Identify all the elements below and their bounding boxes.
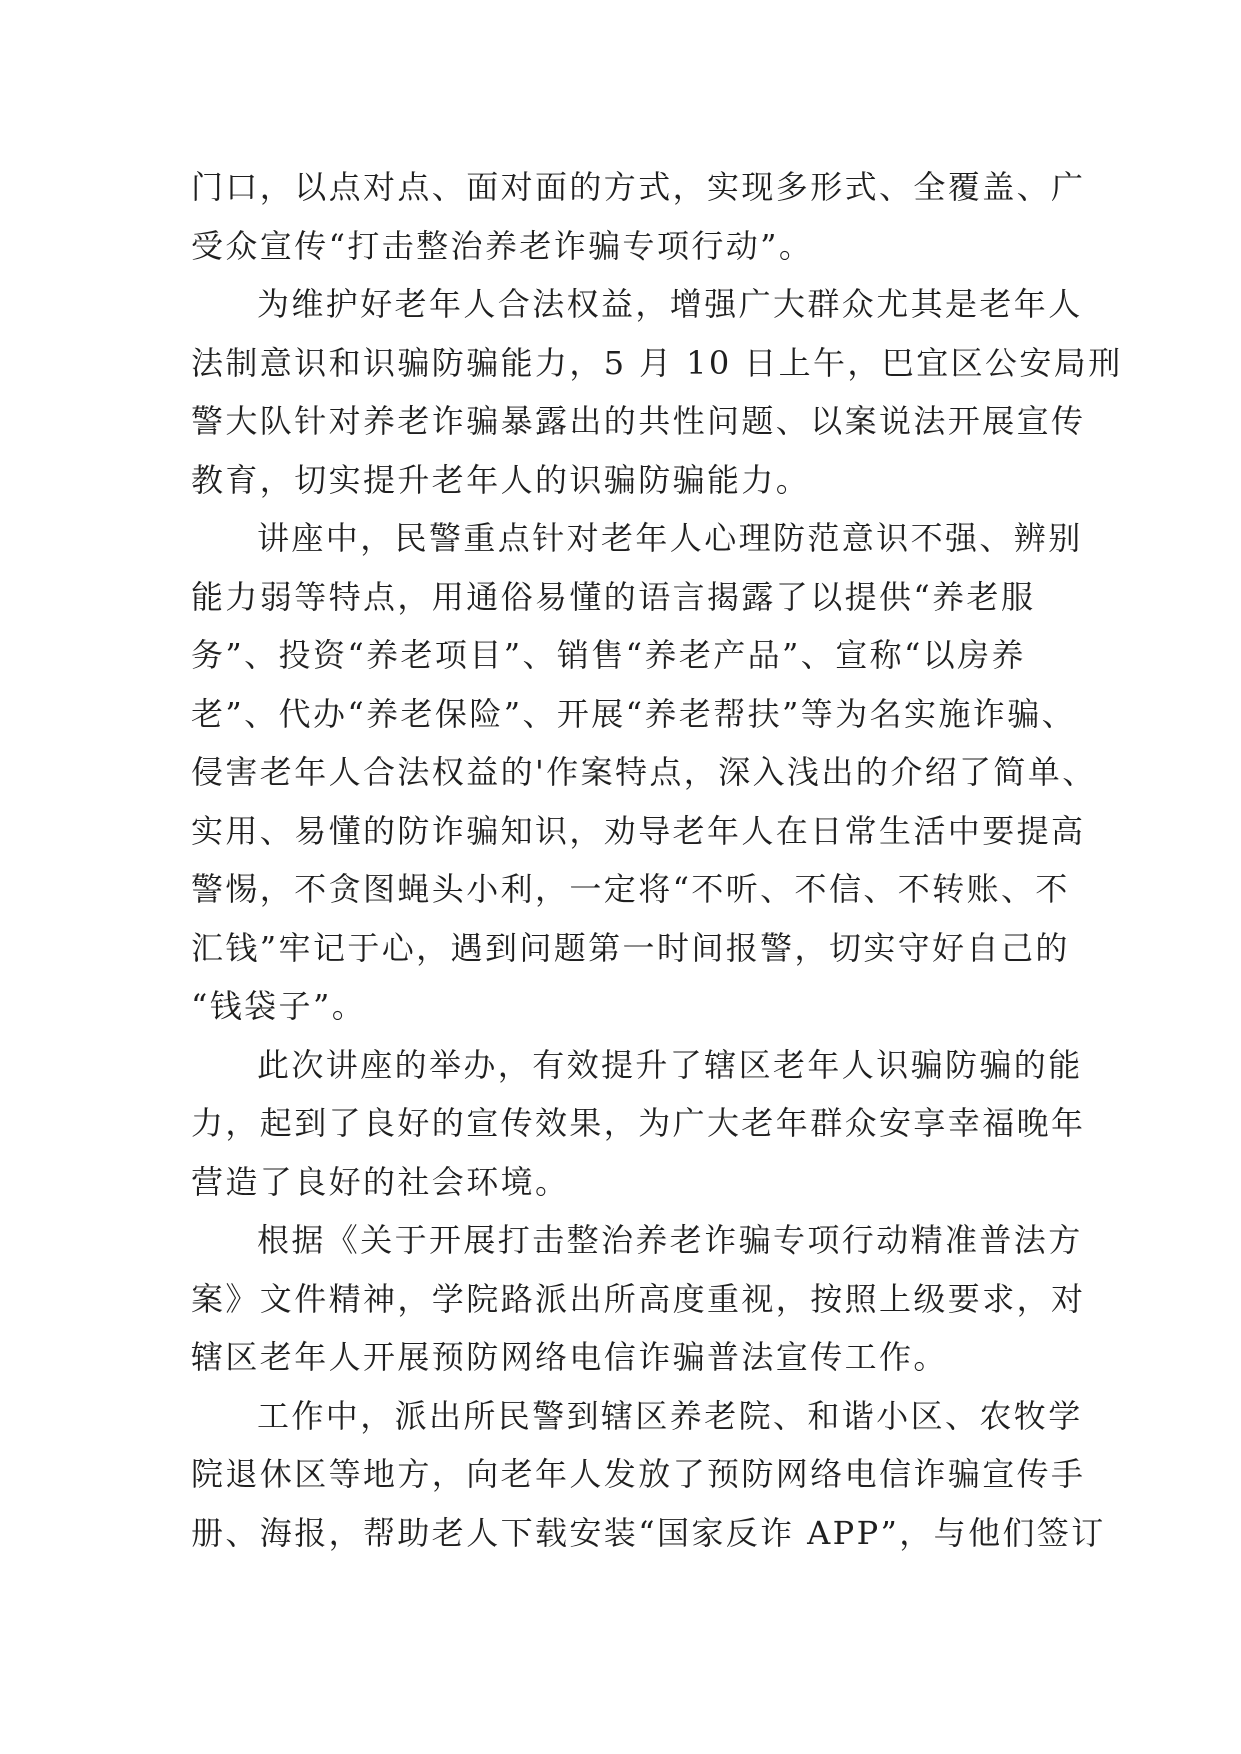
- text-line: 为维护好老年人合法权益，增强广大群众尤其是老年人: [257, 285, 1083, 323]
- text-line: 汇钱”牢记于心，遇到问题第一时间报警，切实守好自己的: [191, 928, 1070, 967]
- text-line: 侵害老年人合法权益的'作案特点，深入浅出的介绍了简单、: [191, 753, 1097, 791]
- text-line: 根据《关于开展打击整治养老诈骗专项行动精准普法方: [257, 1221, 1083, 1259]
- text-line: 警大队针对养老诈骗暴露出的共性问题、以案说法开展宣传: [191, 402, 1086, 440]
- text-line: 受众宣传“打击整治养老诈骗专项行动”。: [191, 226, 814, 265]
- paragraph-1: [191, 158, 1086, 275]
- text-line: 法制意识和识骗防骗能力，5 月 10 日上午，巴宜区公安局刑: [191, 343, 1123, 382]
- paragraph-3: [191, 509, 1097, 1036]
- paragraph-2: [191, 275, 1123, 509]
- text-line: 警惕，不贪图蝇头小利，一定将“不听、不信、不转账、不: [191, 870, 1070, 908]
- text-line: 院退休区等地方，向老年人发放了预防网络电信诈骗宣传手: [191, 1455, 1086, 1493]
- text-line: 能力弱等特点，用通俗易懂的语言揭露了以提供“养老服: [191, 577, 1036, 616]
- text-line: 教育，切实提升老年人的识骗防骗能力。: [191, 460, 811, 499]
- text-line: 此次讲座的举办，有效提升了辖区老年人识骗防骗的能: [257, 1045, 1083, 1084]
- text-line: 讲座中，民警重点针对老年人心理防范意识不强、辨别: [257, 519, 1083, 557]
- text-line: 营造了良好的社会环境。: [191, 1162, 570, 1201]
- document-body: [191, 158, 1123, 1562]
- text-line: 册、海报，帮助老人下载安装“国家反诈 APP”，与他们签订: [191, 1513, 1106, 1552]
- text-line: 实用、易懂的防诈骗知识，劝导老年人在日常生活中要提高: [191, 811, 1086, 850]
- text-line: “钱袋子”。: [191, 987, 367, 1025]
- text-line: 力，起到了良好的宣传效果，为广大老年群众安享幸福晚年: [191, 1104, 1086, 1142]
- paragraph-4: [191, 1036, 1086, 1212]
- text-line: 案》文件精神，学院路派出所高度重视，按照上级要求，对: [191, 1279, 1086, 1318]
- paragraph-5: [191, 1211, 1086, 1387]
- text-line: 务”、投资“养老项目”、销售“养老产品”、宣称“以房养: [191, 636, 1026, 674]
- text-line: 门口，以点对点、面对面的方式，实现多形式、全覆盖、广: [191, 168, 1086, 206]
- paragraph-6: [191, 1387, 1106, 1563]
- text-line: 工作中，派出所民警到辖区养老院、和谐小区、农牧学: [257, 1396, 1083, 1435]
- text-line: 老”、代办“养老保险”、开展“养老帮扶”等为名实施诈骗、: [191, 694, 1076, 733]
- text-line: 辖区老年人开展预防网络电信诈骗普法宣传工作。: [191, 1338, 948, 1376]
